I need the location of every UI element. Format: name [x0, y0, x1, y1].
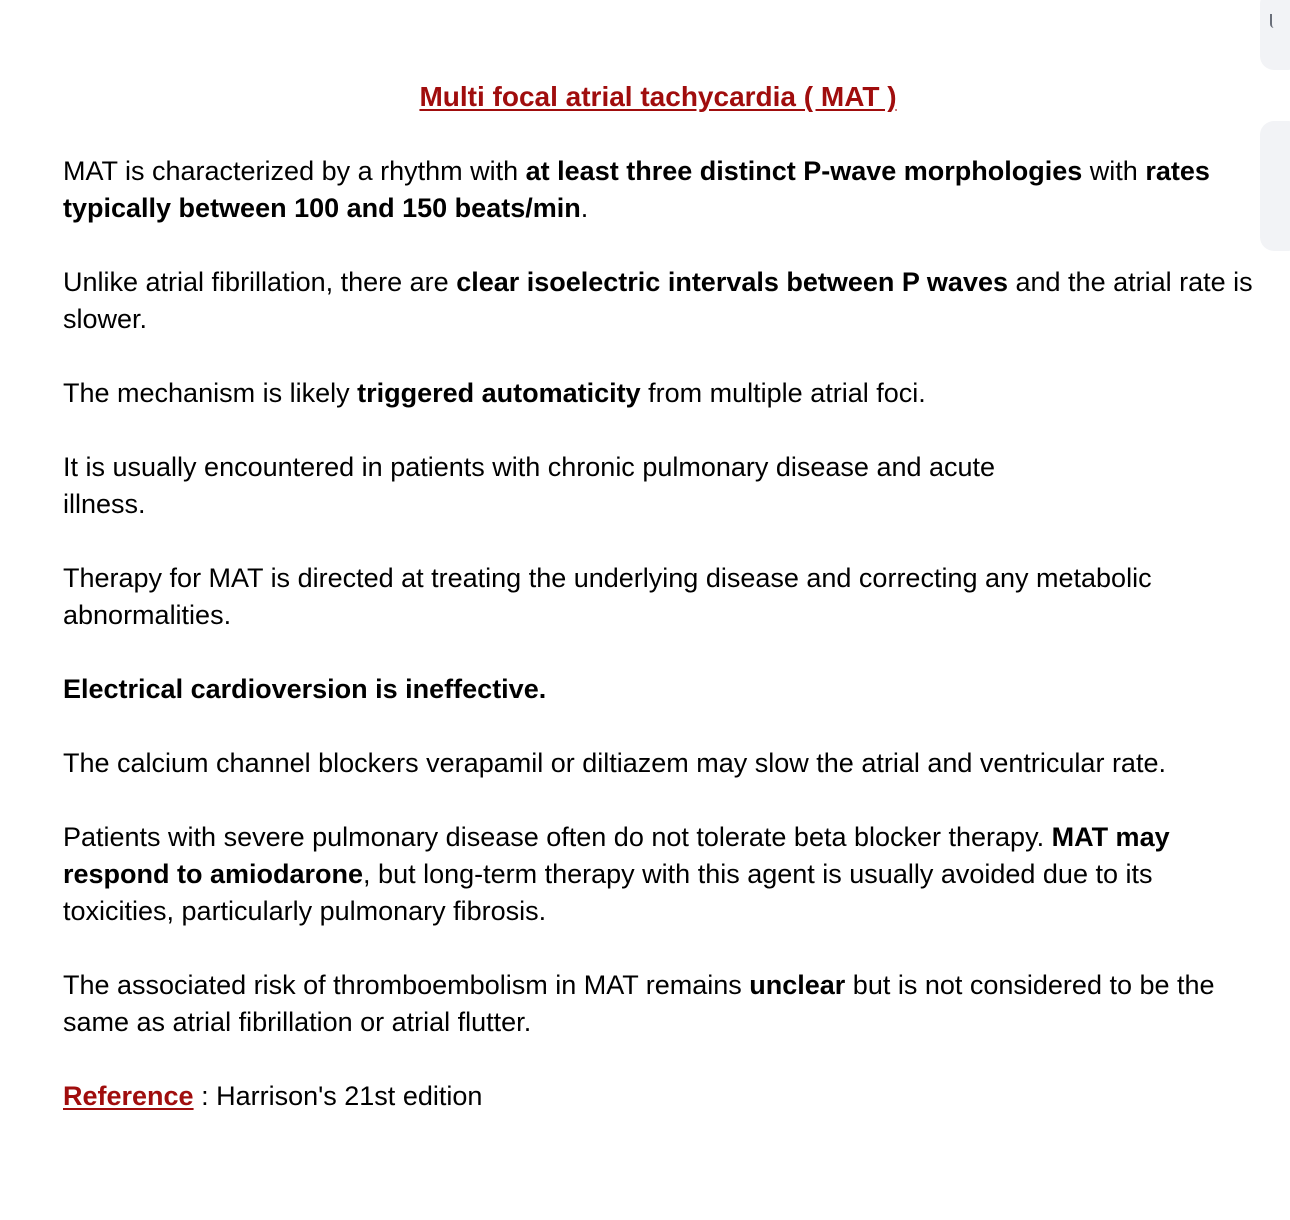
- paragraph-therapy: [63, 560, 1258, 634]
- paragraph-calcium-blockers: [63, 745, 1258, 782]
- reference-link[interactable]: Reference: [63, 1081, 194, 1111]
- side-panel-tab[interactable]: [1260, 121, 1290, 251]
- text-run: and the atrial rate is slower.: [63, 267, 1253, 334]
- text-run: Unlike atrial fibrillation, there are: [63, 267, 457, 297]
- paragraph-thromboembolism: [63, 967, 1258, 1041]
- text-run: MAT is characterized by a rhythm with: [63, 156, 526, 186]
- paragraph-comparison: [63, 264, 1258, 338]
- bold-text: Electrical cardioversion is ineffective.: [63, 674, 547, 704]
- text-run: The associated risk of thromboembolism in MAT remains: [63, 970, 750, 1000]
- bold-text: clear isoelectric intervals between P waves: [456, 267, 1008, 297]
- paragraph-amiodarone: [63, 819, 1258, 930]
- paragraph-definition: [63, 153, 1258, 227]
- bold-text: triggered automaticity: [357, 378, 641, 408]
- text-line: It is usually encountered in patients with chronic pulmonary disease and acute: [63, 452, 996, 482]
- reference-separator: :: [193, 1081, 217, 1111]
- text-run: with: [1082, 156, 1146, 186]
- panel-handle-icon: [1270, 14, 1278, 28]
- bold-text: at least three distinct P-wave morphologies: [525, 156, 1083, 186]
- paragraph-cardioversion: [63, 671, 1258, 708]
- text-line: illness.: [63, 489, 146, 519]
- reference-source: Harrison's 21st edition: [216, 1081, 483, 1111]
- page-title: Multi focal atrial tachycardia ( MAT ): [419, 81, 897, 112]
- bold-text: rates typically between 100 and 150 beats/min: [63, 156, 1210, 223]
- bold-text: unclear: [749, 970, 846, 1000]
- bold-text: MAT may respond to amiodarone: [63, 822, 1170, 889]
- text-run: Therapy for MAT is directed at treating the underlying disease and correcting any metabolic abnormalities.: [63, 563, 1152, 630]
- document-body: [63, 153, 1258, 1152]
- text-run: .: [580, 193, 589, 223]
- paragraph-epidemiology: [63, 449, 1258, 523]
- text-run: Patients with severe pulmonary disease often do not tolerate beta blocker therapy.: [63, 822, 1052, 852]
- paragraph-mechanism: [63, 375, 1258, 412]
- text-run: The mechanism is likely: [63, 378, 358, 408]
- side-panel-tab-top[interactable]: [1260, 0, 1290, 70]
- text-run: The calcium channel blockers verapamil or diltiazem may slow the atrial and ventricular rate.: [63, 748, 1166, 778]
- text-run: , but long-term therapy with this agent is usually avoided due to its toxicities, particularly pulmonary fibrosis.: [63, 859, 1153, 926]
- text-run: but is not considered to be the same as atrial fibrillation or atrial flutter.: [63, 970, 1215, 1037]
- reference-line: [63, 1078, 1258, 1115]
- text-run: from multiple atrial foci.: [640, 378, 926, 408]
